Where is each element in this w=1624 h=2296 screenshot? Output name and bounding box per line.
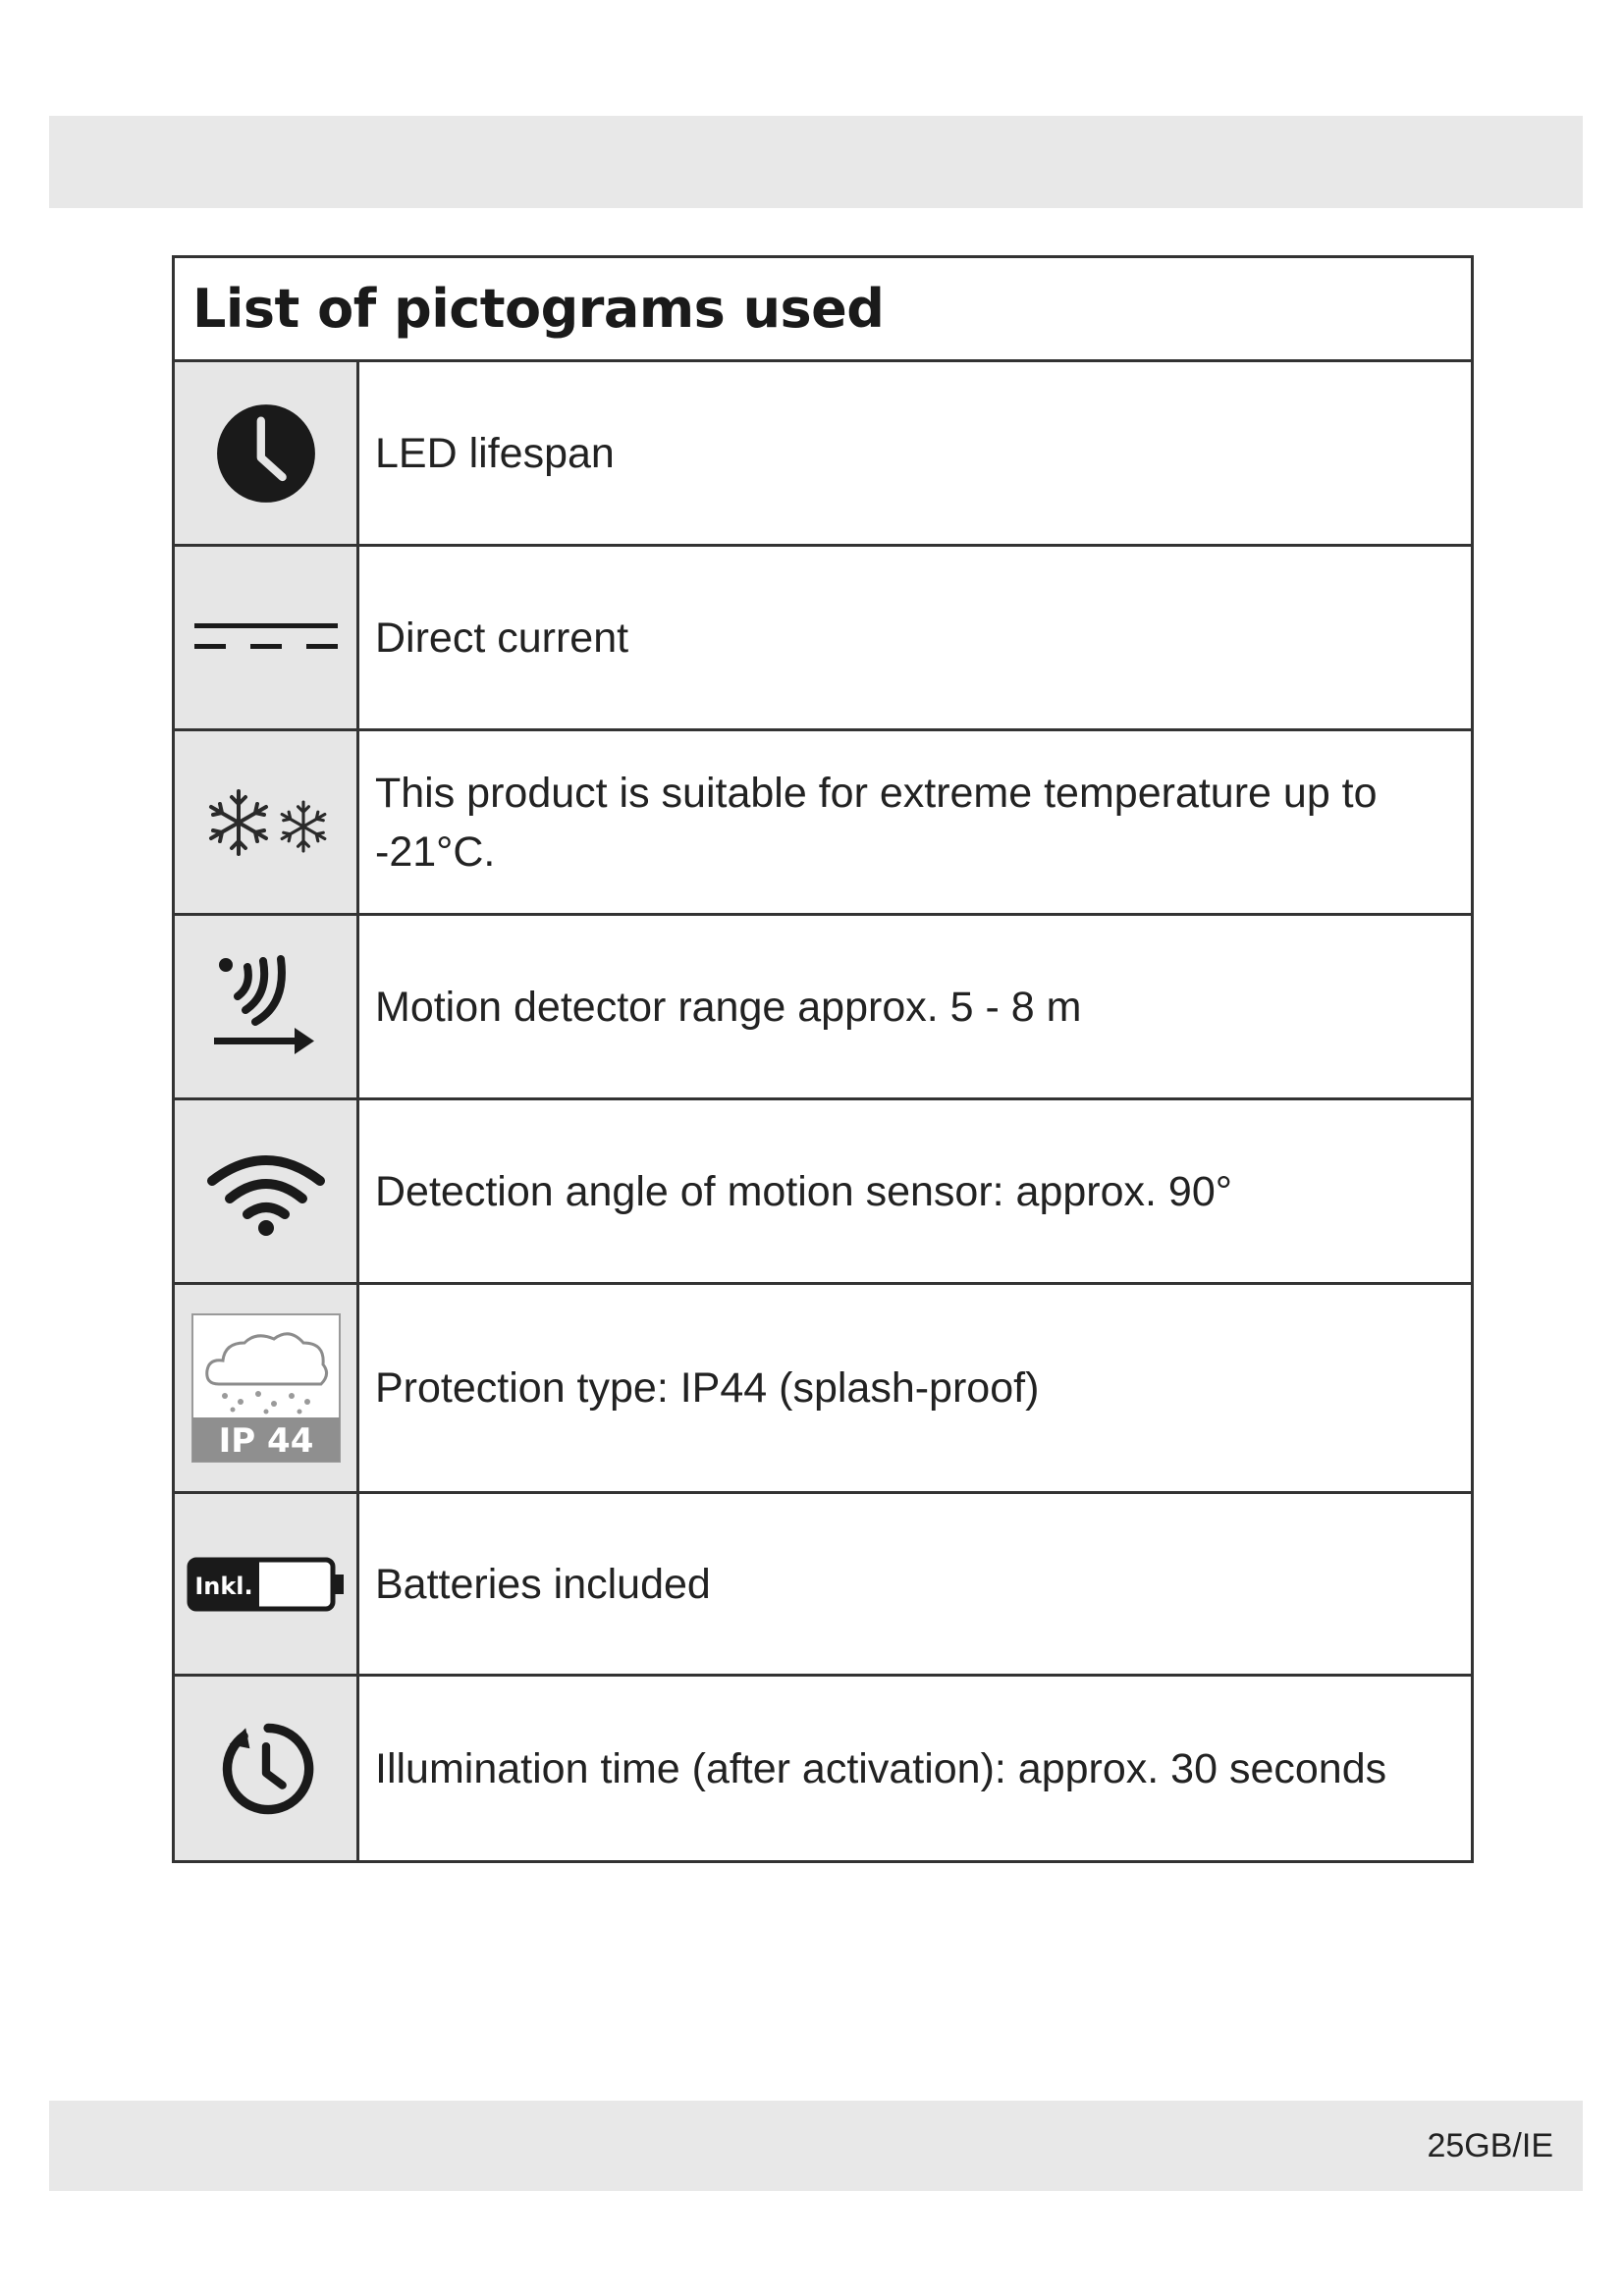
row-text: Protection type: IP44 (splash-proof) [375, 1364, 1040, 1412]
ip44-label: IP 44 [218, 1421, 313, 1461]
icon-cell [175, 362, 359, 544]
pictogram-table [172, 255, 1474, 1863]
motion-range-icon [212, 953, 320, 1061]
table-row [175, 731, 1471, 916]
row-text: Direct current [375, 614, 629, 662]
table-row [175, 362, 1471, 547]
row-text: This product is suitable for extreme temperature up to -21°C. [375, 769, 1378, 876]
icon-cell [175, 1285, 359, 1491]
icon-cell [175, 547, 359, 728]
table-row [175, 1677, 1471, 1860]
table-title: List of pictograms used [192, 278, 885, 340]
table-row [175, 1100, 1471, 1285]
page-number: 25GB/IE [1427, 2127, 1553, 2164]
table-row [175, 916, 1471, 1100]
icon-cell [175, 916, 359, 1097]
icon-cell [175, 1100, 359, 1282]
row-text: Motion detector range approx. 5 - 8 m [375, 983, 1082, 1031]
direct-current-icon [192, 614, 340, 663]
icon-cell [175, 731, 359, 913]
row-text: Batteries included [375, 1560, 711, 1608]
ip44-icon [191, 1313, 341, 1463]
table-row [175, 1285, 1471, 1494]
battery-included-icon [187, 1557, 346, 1612]
table-title-row [175, 258, 1471, 362]
row-text: Illumination time (after activation): approx. 30 seconds [375, 1744, 1387, 1792]
icon-cell [175, 1494, 359, 1674]
illumination-timer-icon [215, 1718, 317, 1820]
header-band [49, 116, 1583, 208]
icon-cell [175, 1677, 359, 1860]
detection-angle-icon [202, 1148, 330, 1236]
table-row [175, 1494, 1471, 1677]
row-text: Detection angle of motion sensor: approx. 90° [375, 1167, 1232, 1215]
clock-icon [215, 402, 317, 505]
footer-band [49, 2101, 1583, 2191]
snowflakes-icon [197, 783, 335, 862]
row-text: LED lifespan [375, 429, 615, 477]
battery-label: Inkl. [193, 1572, 253, 1600]
table-row [175, 547, 1471, 731]
